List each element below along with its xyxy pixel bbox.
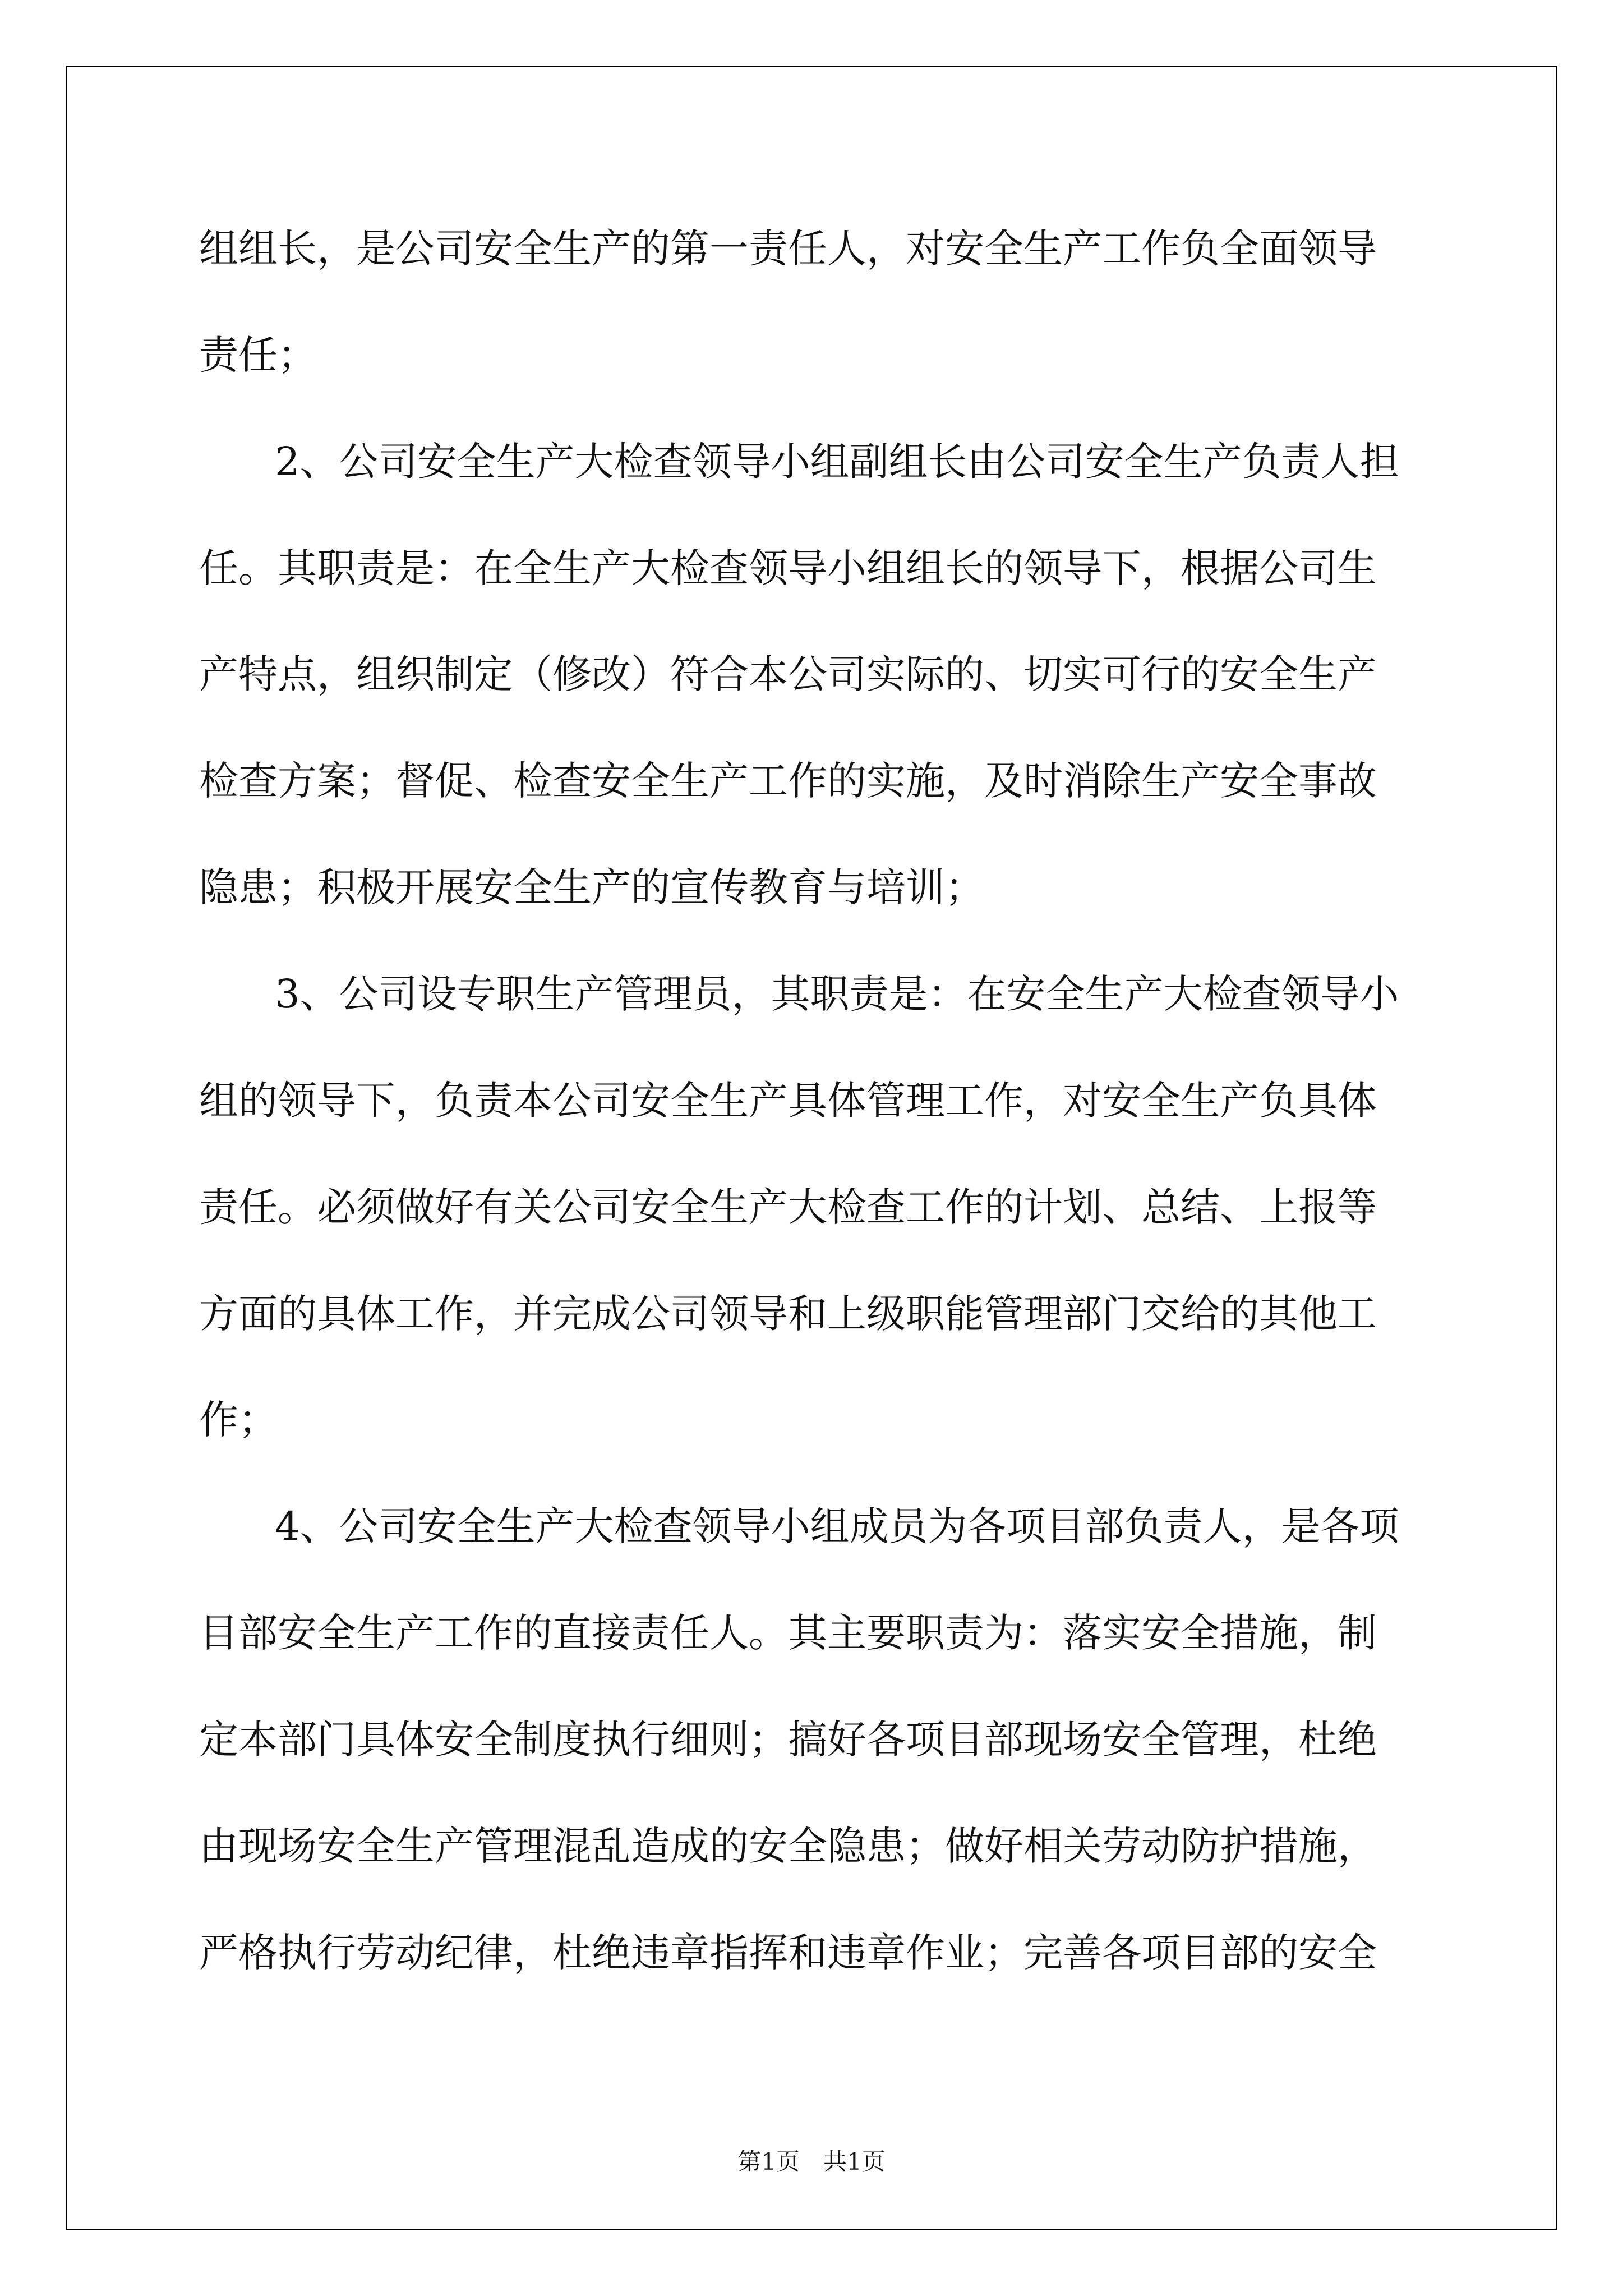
body-line: 4、公司安全生产大检查领导小组成员为各项目部负责人，是各项 xyxy=(275,1503,1399,1549)
body-line: 产特点，组织制定（修改）符合本公司实际的、切实可行的安全生产 xyxy=(199,651,1377,697)
body-line: 任。其职责是：在全生产大检查领导小组组长的领导下，根据公司生 xyxy=(199,545,1377,591)
body-line: 组组长，是公司安全生产的第一责任人，对安全生产工作负全面领导 xyxy=(199,226,1377,272)
body-line: 由现场安全生产管理混乱造成的安全隐患；做好相关劳动防护措施， xyxy=(199,1823,1377,1869)
body-line: 目部安全生产工作的直接责任人。其主要职责为：落实安全措施，制 xyxy=(199,1610,1377,1656)
body-line: 检查方案；督促、检查安全生产工作的实施，及时消除生产安全事故 xyxy=(199,758,1377,804)
body-line: 责任； xyxy=(199,332,317,378)
body-line: 隐患；积极开展安全生产的宣传教育与培训； xyxy=(199,864,984,910)
body-line: 3、公司设专职生产管理员，其职责是：在安全生产大检查领导小 xyxy=(275,971,1399,1017)
page-border xyxy=(66,66,1557,2230)
body-line: 方面的具体工作，并完成公司领导和上级职能管理部门交给的其他工 xyxy=(199,1291,1377,1337)
body-line: 定本部门具体安全制度执行细则；搞好各项目部现场安全管理，杜绝 xyxy=(199,1717,1377,1763)
body-line: 责任。必须做好有关公司安全生产大检查工作的计划、总结、上报等 xyxy=(199,1184,1377,1230)
body-line: 组的领导下，负责本公司安全生产具体管理工作，对安全生产负具体 xyxy=(199,1078,1377,1124)
page-footer: 第1页 共1页 xyxy=(737,2148,886,2175)
body-line: 严格执行劳动纪律，杜绝违章指挥和违章作业；完善各项目部的安全 xyxy=(199,1930,1377,1976)
body-line: 2、公司安全生产大检查领导小组副组长由公司安全生产负责人担 xyxy=(275,439,1399,485)
body-line: 作； xyxy=(199,1397,278,1443)
